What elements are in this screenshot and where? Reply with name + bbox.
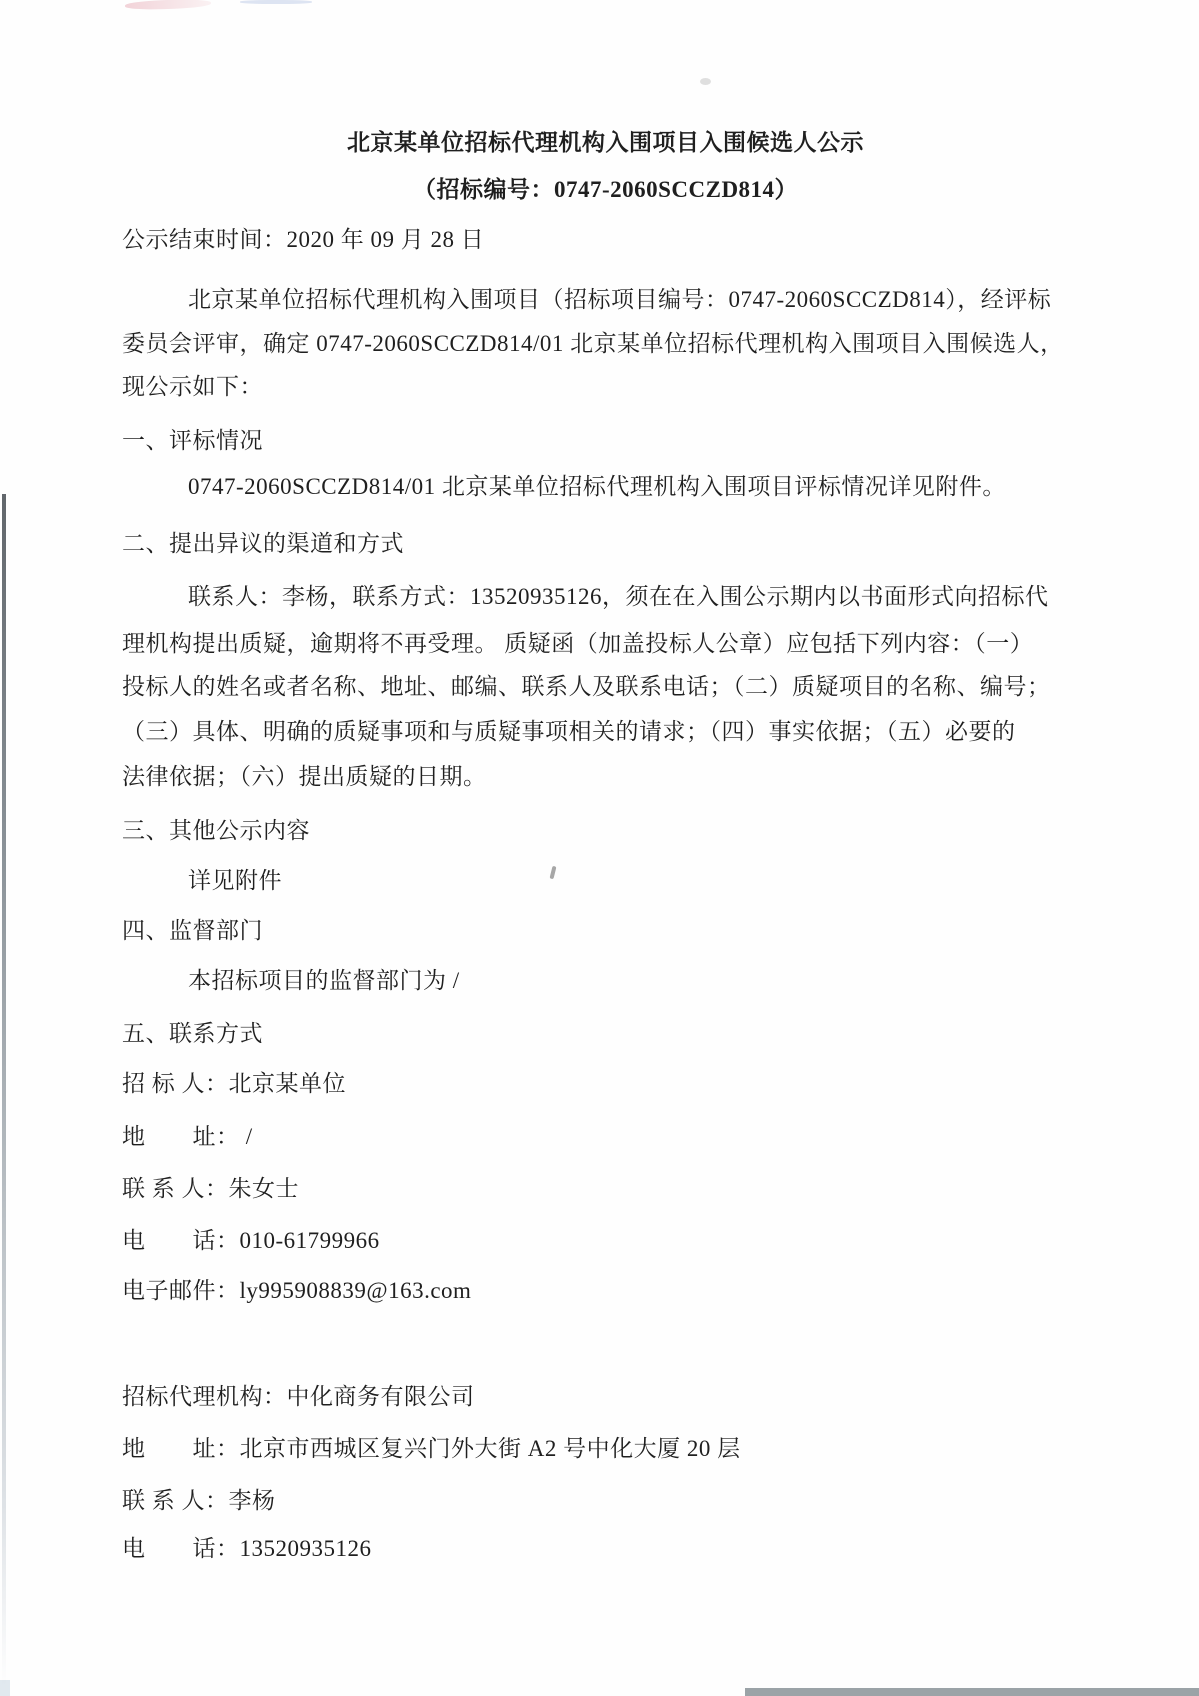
tenderer-contact-line: 联 系 人：朱女士 [122, 1176, 299, 1201]
section-2-body-line: 联系人：李杨，联系方式：13520935126，须在在入围公示期内以书面形式向招标代 [188, 584, 1049, 609]
agency-name-line: 招标代理机构：中化商务有限公司 [122, 1384, 475, 1409]
section-5-heading: 五、联系方式 [122, 1021, 263, 1046]
scan-band-bottom-right [745, 1688, 1199, 1696]
tenderer-address-line: 地 址： / [122, 1124, 253, 1149]
section-2-body-line: 理机构提出质疑，逾期将不再受理。 质疑函（加盖投标人公章）应包括下列内容：（一） [122, 631, 1034, 656]
agency-contact-line: 联 系 人：李杨 [122, 1488, 276, 1513]
scan-mark-bottom-left [0, 1680, 10, 1696]
tenderer-email-line: 电子邮件：ly995908839@163.com [122, 1278, 472, 1303]
agency-phone-line: 电 话：13520935126 [122, 1536, 372, 1561]
bid-number-line: （招标编号：0747-2060SCCZD814） [412, 177, 799, 202]
section-4-body-line: 本招标项目的监督部门为 / [188, 968, 460, 993]
section-3-body-line: 详见附件 [188, 868, 282, 893]
intro-line: 现公示如下： [122, 374, 263, 399]
section-1-body-line: 0747-2060SCCZD814/01 北京某单位招标代理机构入围项目评标情况详见附件。 [188, 474, 1006, 499]
section-1-heading: 一、评标情况 [122, 428, 263, 453]
section-4-heading: 四、监督部门 [122, 918, 263, 943]
section-2-body-line: 投标人的姓名或者名称、地址、邮编、联系人及联系电话；（二）质疑项目的名称、编号； [122, 674, 1051, 699]
agency-address-line: 地 址：北京市西城区复兴门外大街 A2 号中化大厦 20 层 [122, 1436, 741, 1461]
section-2-body-line: 法律依据；（六）提出质疑的日期。 [122, 764, 487, 789]
section-3-heading: 三、其他公示内容 [122, 818, 310, 843]
document-title: 北京某单位招标代理机构入围项目入围候选人公示 [347, 130, 864, 155]
intro-line: 委员会评审，确定 0747-2060SCCZD814/01 北京某单位招标代理机构入围项目入围候选人， [122, 331, 1064, 356]
section-2-body-line: （三）具体、明确的质疑事项和与质疑事项相关的请求；（四）事实依据；（五）必要的 [122, 719, 1016, 744]
section-2-heading: 二、提出异议的渠道和方式 [122, 531, 404, 556]
deadline-line: 公示结束时间：2020 年 09 月 28 日 [122, 227, 485, 252]
tenderer-name-line: 招 标 人：北京某单位 [122, 1071, 346, 1096]
intro-line: 北京某单位招标代理机构入围项目（招标项目编号：0747-2060SCCZD814），经评标 [188, 287, 1052, 312]
tenderer-phone-line: 电 话：010-61799966 [122, 1228, 380, 1253]
